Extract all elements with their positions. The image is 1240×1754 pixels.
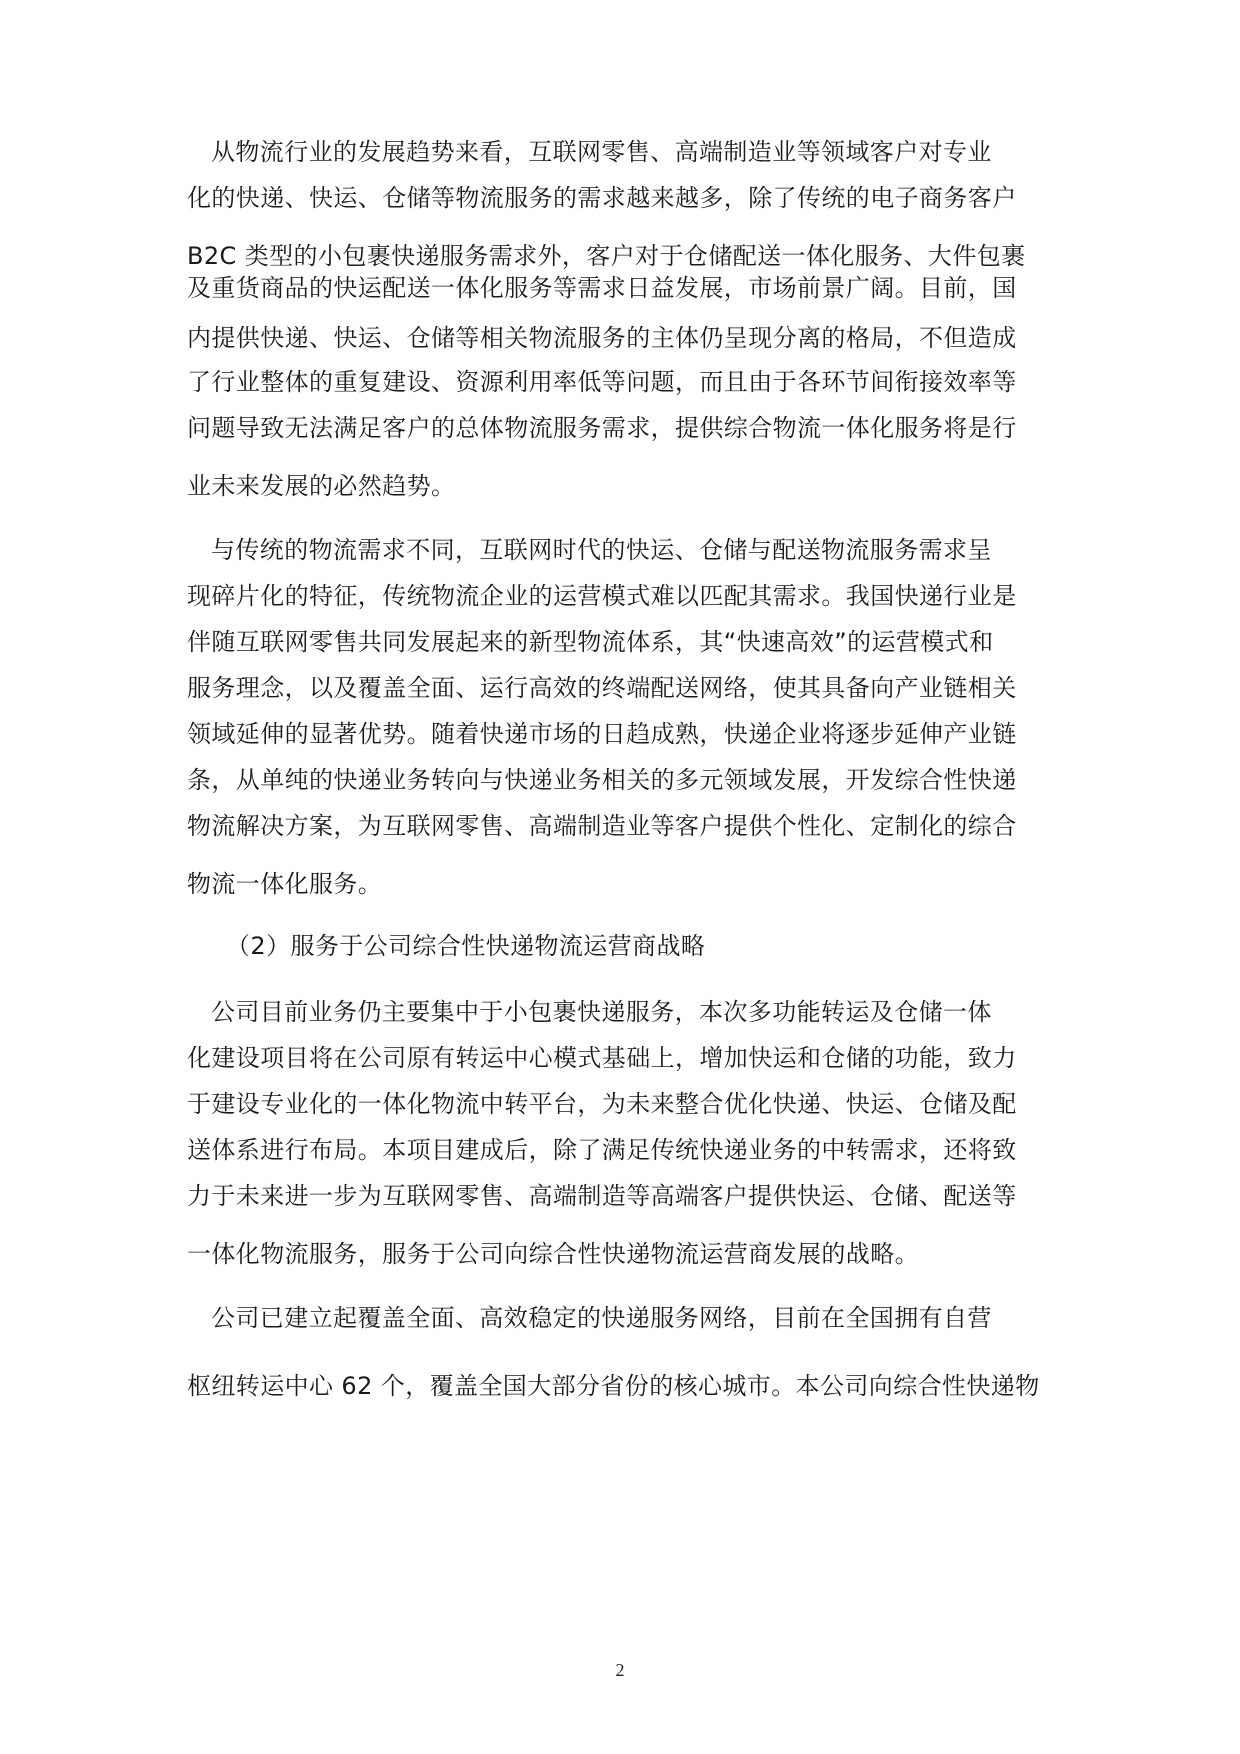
page-number: 2 xyxy=(615,1660,625,1680)
text-line: 伴随互联网零售共同发展起来的新型物流体系，其“快速高效”的运营模式和 xyxy=(187,628,994,656)
text-line: B2C 类型的小包裹快递服务需求外，客户对于仓储配送一体化服务、大件包裹 xyxy=(187,242,1026,270)
text-line: 内提供快递、快运、仓储等相关物流服务的主体仍呈现分离的格局，不但造成 xyxy=(187,324,1017,352)
text-line: 化的快递、快运、仓储等物流服务的需求越来越多，除了传统的电子商务客户 xyxy=(187,184,1017,212)
section-heading: （2）服务于公司综合性快递物流运营商战略 xyxy=(226,932,706,960)
text-line: 送体系进行布局。本项目建成后，除了满足传统快递业务的中转需求，还将致 xyxy=(187,1136,1017,1164)
text-line: 领域延伸的显著优势。随着快递市场的日趋成熟，快递企业将逐步延伸产业链 xyxy=(187,720,1017,748)
text-line: 化建设项目将在公司原有转运中心模式基础上，增加快运和仓储的功能，致力 xyxy=(187,1044,1017,1072)
text-line: 一体化物流服务，服务于公司向综合性快递物流运营商发展的战略。 xyxy=(187,1240,919,1268)
text-line: 于建设专业化的一体化物流中转平台，为未来整合优化快递、快运、仓储及配 xyxy=(187,1090,1017,1118)
text-line: 物流一体化服务。 xyxy=(187,870,383,898)
text-line: 力于未来进一步为互联网零售、高端制造等高端客户提供快运、仓储、配送等 xyxy=(187,1182,1017,1210)
text-line: 条，从单纯的快递业务转向与快递业务相关的多元领域发展，开发综合性快递 xyxy=(187,766,1017,794)
text-line: 问题导致无法满足客户的总体物流服务需求，提供综合物流一体化服务将是行 xyxy=(187,414,1017,442)
text-line: 现碎片化的特征，传统物流企业的运营模式难以匹配其需求。我国快递行业是 xyxy=(187,582,1017,610)
text-line: 与传统的物流需求不同，互联网时代的快运、仓储与配送物流服务需求呈 xyxy=(211,536,992,564)
text-line: 枢纽转运中心 62 个，覆盖全国大部分省份的核心城市。本公司向综合性快递物 xyxy=(187,1372,1040,1400)
text-line: 了行业整体的重复建设、资源利用率低等问题，而且由于各环节间衔接效率等 xyxy=(187,368,1017,396)
text-line: 公司目前业务仍主要集中于小包裹快递服务，本次多功能转运及仓储一体 xyxy=(211,998,992,1026)
text-line: 物流解决方案，为互联网零售、高端制造业等客户提供个性化、定制化的综合 xyxy=(187,812,1017,840)
text-line: 业未来发展的必然趋势。 xyxy=(187,472,456,500)
text-line: 公司已建立起覆盖全面、高效稳定的快递服务网络，目前在全国拥有自营 xyxy=(211,1304,992,1332)
text-line: 及重货商品的快运配送一体化服务等需求日益发展，市场前景广阔。目前，国 xyxy=(187,274,1017,302)
text-line: 从物流行业的发展趋势来看，互联网零售、高端制造业等领域客户对专业 xyxy=(211,138,992,166)
text-line: 服务理念，以及覆盖全面、运行高效的终端配送网络，使其具备向产业链相关 xyxy=(187,674,1017,702)
